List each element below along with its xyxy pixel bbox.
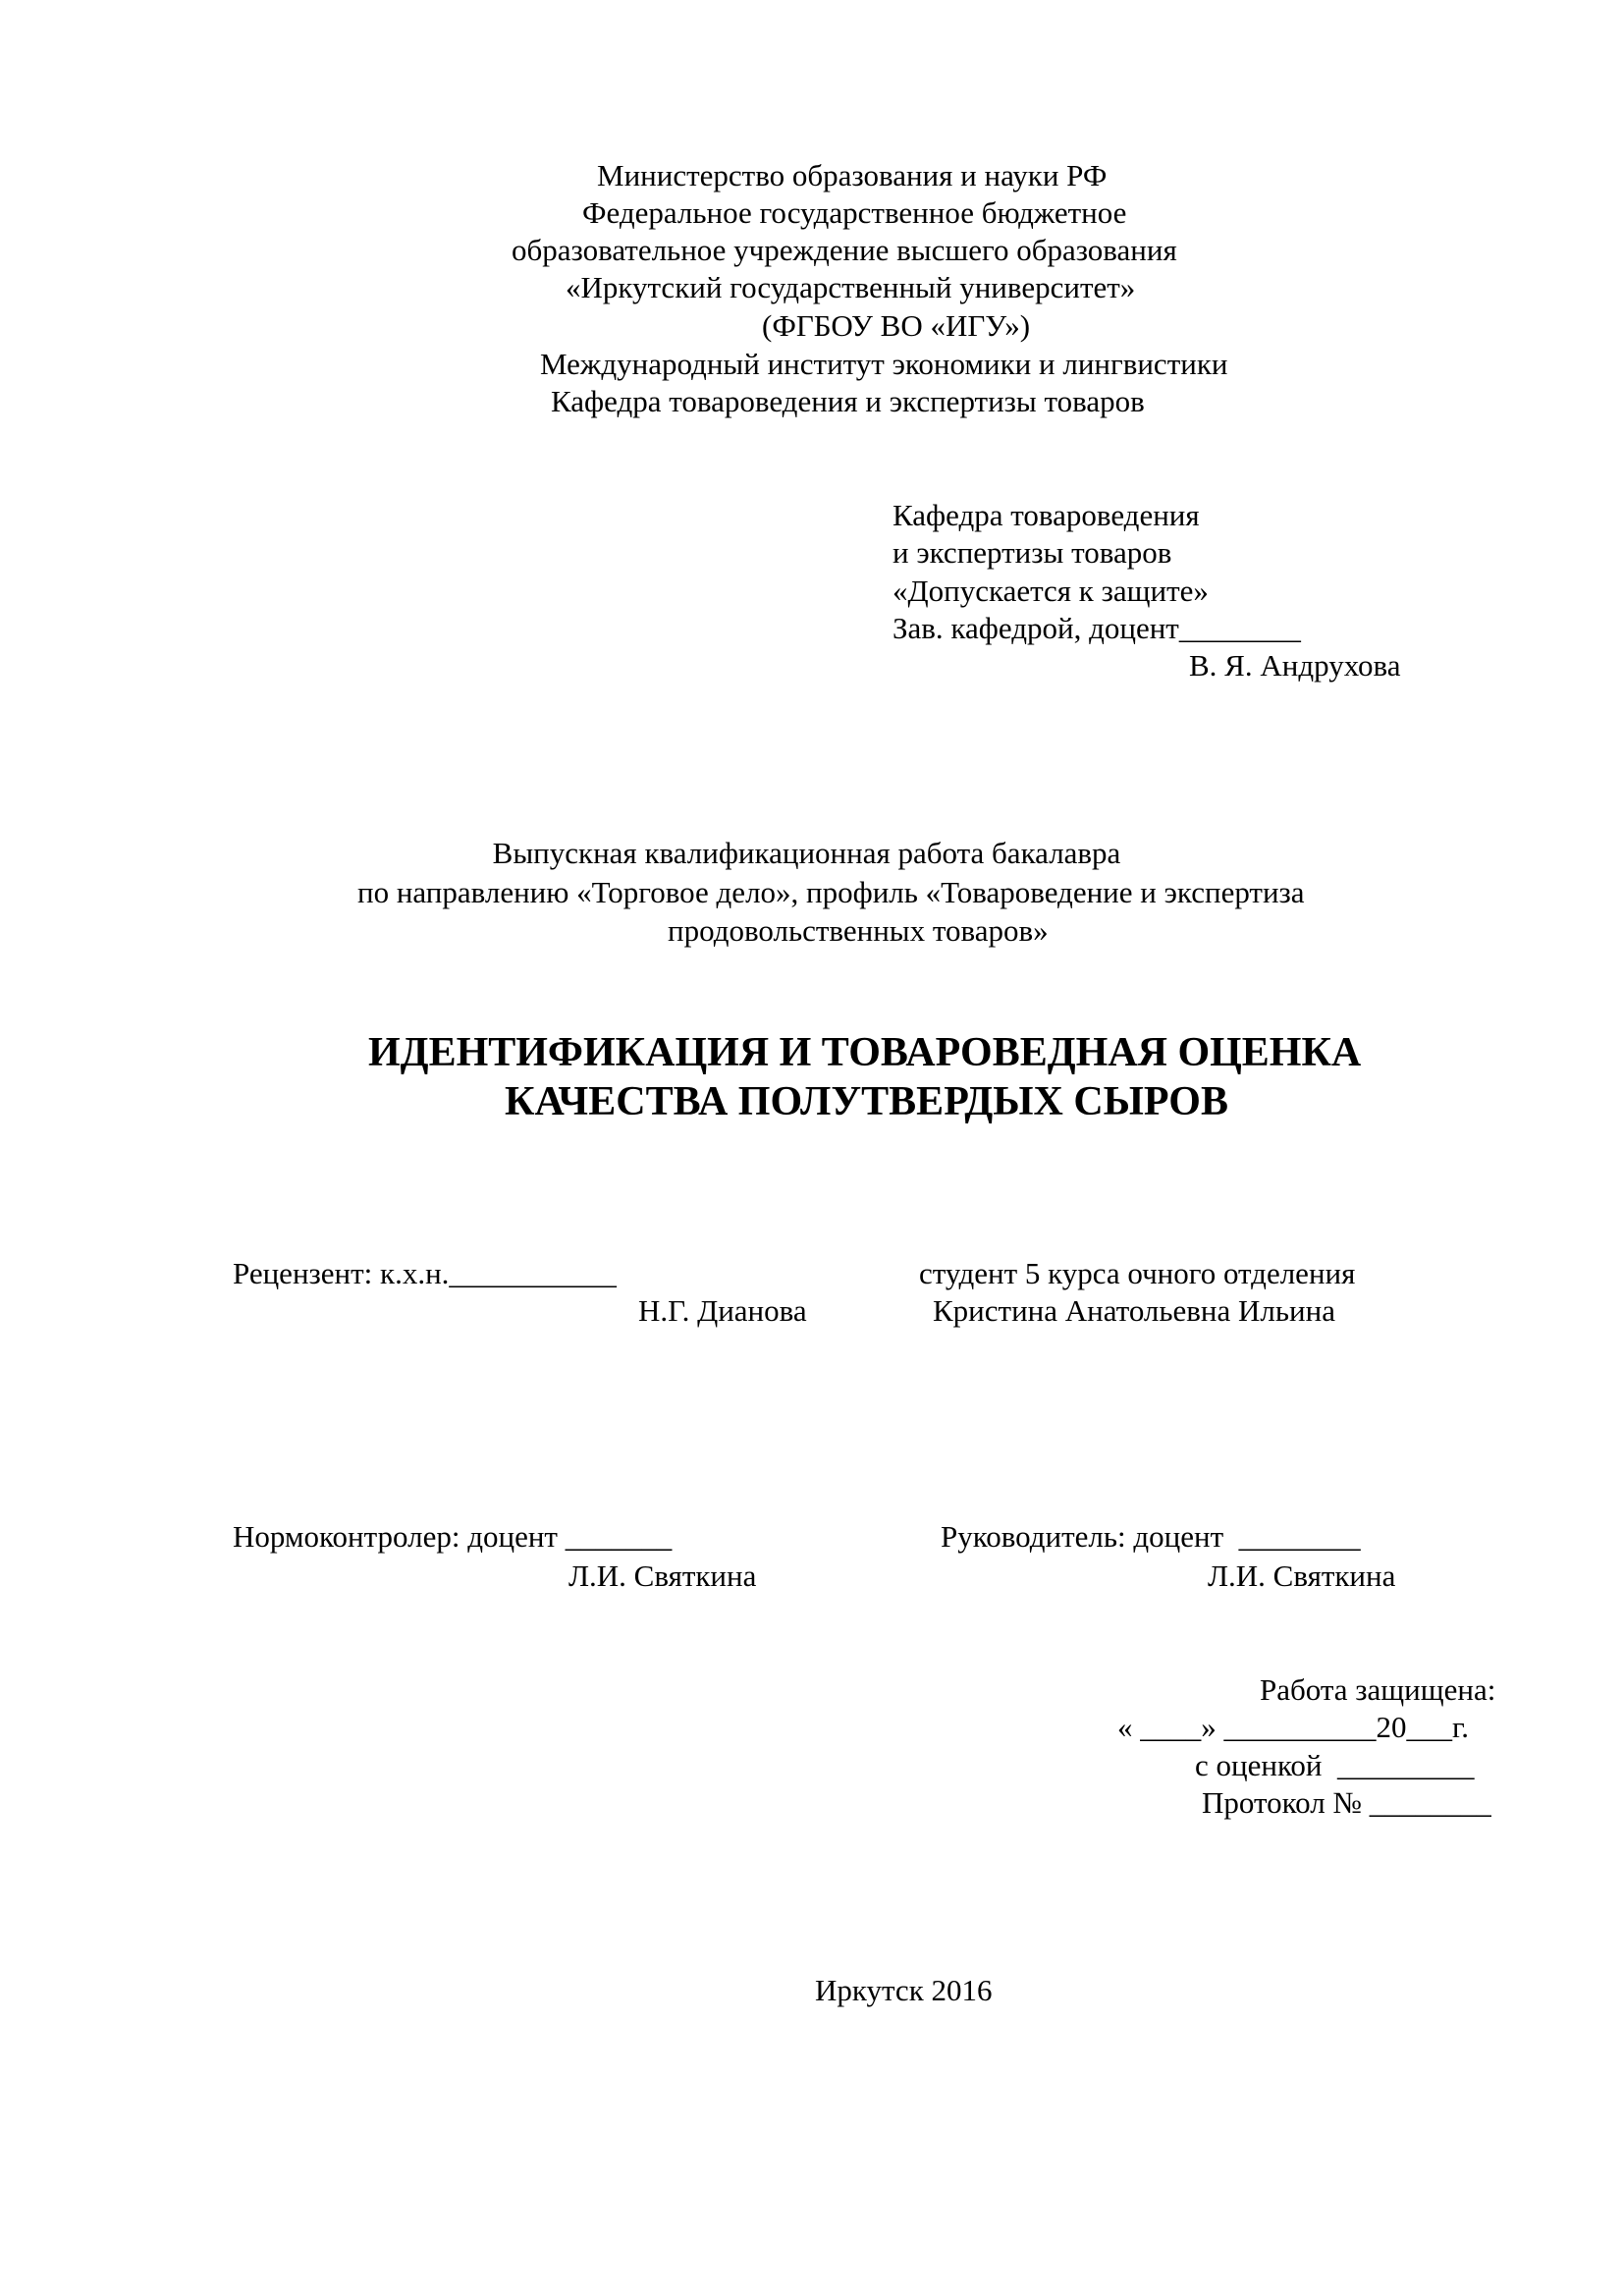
institution-type-line-2: образовательное учреждение высшего образования xyxy=(512,233,1177,267)
work-type-line-3: продовольственных товаров» xyxy=(668,913,1049,948)
work-type-line-1: Выпускная квалификационная работа бакалавра xyxy=(492,836,1121,870)
defense-grade: с оценкой _________ xyxy=(1195,1748,1475,1782)
approval-admitted: «Допускается к защите» xyxy=(893,574,1209,608)
title-line-2: КАЧЕСТВА ПОЛУТВЕРДЫХ СЫРОВ xyxy=(505,1079,1228,1124)
work-type-line-2: по направлению «Торговое дело», профиль «Товароведение и экспертиза xyxy=(357,875,1305,909)
department-name: Кафедра товароведения и экспертизы товаров xyxy=(551,384,1145,418)
university-abbreviation: (ФГБОУ ВО «ИГУ») xyxy=(762,308,1031,343)
approval-department-line-1: Кафедра товароведения xyxy=(893,498,1200,532)
reviewer-name: Н.Г. Дианова xyxy=(638,1293,807,1328)
university-name: «Иркутский государственный университет» xyxy=(566,270,1136,304)
supervisor-name: Л.И. Святкина xyxy=(1208,1558,1396,1593)
defense-protocol: Протокол № ________ xyxy=(1202,1785,1491,1820)
reviewer-label: Рецензент: к.х.н.___________ xyxy=(233,1256,617,1290)
supervisor-label: Руководитель: доцент ________ xyxy=(941,1519,1361,1554)
defense-status: Работа защищена: xyxy=(1260,1672,1496,1707)
student-name: Кристина Анатольевна Ильина xyxy=(933,1293,1335,1328)
city-year: Иркутск 2016 xyxy=(815,1973,993,2007)
institution-type-line: Федеральное государственное бюджетное xyxy=(582,195,1127,230)
student-label: студент 5 курса очного отделения xyxy=(919,1256,1356,1290)
ministry-line: Министерство образования и науки РФ xyxy=(597,158,1108,192)
approval-department-line-2: и экспертизы товаров xyxy=(893,535,1172,570)
normcontroller-name: Л.И. Святкина xyxy=(568,1558,757,1593)
title-line-1: ИДЕНТИФИКАЦИЯ И ТОВАРОВЕДНАЯ ОЦЕНКА xyxy=(368,1030,1362,1075)
normcontroller-label: Нормоконтролер: доцент _______ xyxy=(233,1519,673,1554)
approval-head-signature: Зав. кафедрой, доцент________ xyxy=(893,611,1301,645)
institute-name: Международный институт экономики и лингвистики xyxy=(540,347,1228,381)
approval-head-name: В. Я. Андрухова xyxy=(1189,648,1401,683)
defense-date: « ____» __________20___г. xyxy=(1117,1710,1469,1744)
